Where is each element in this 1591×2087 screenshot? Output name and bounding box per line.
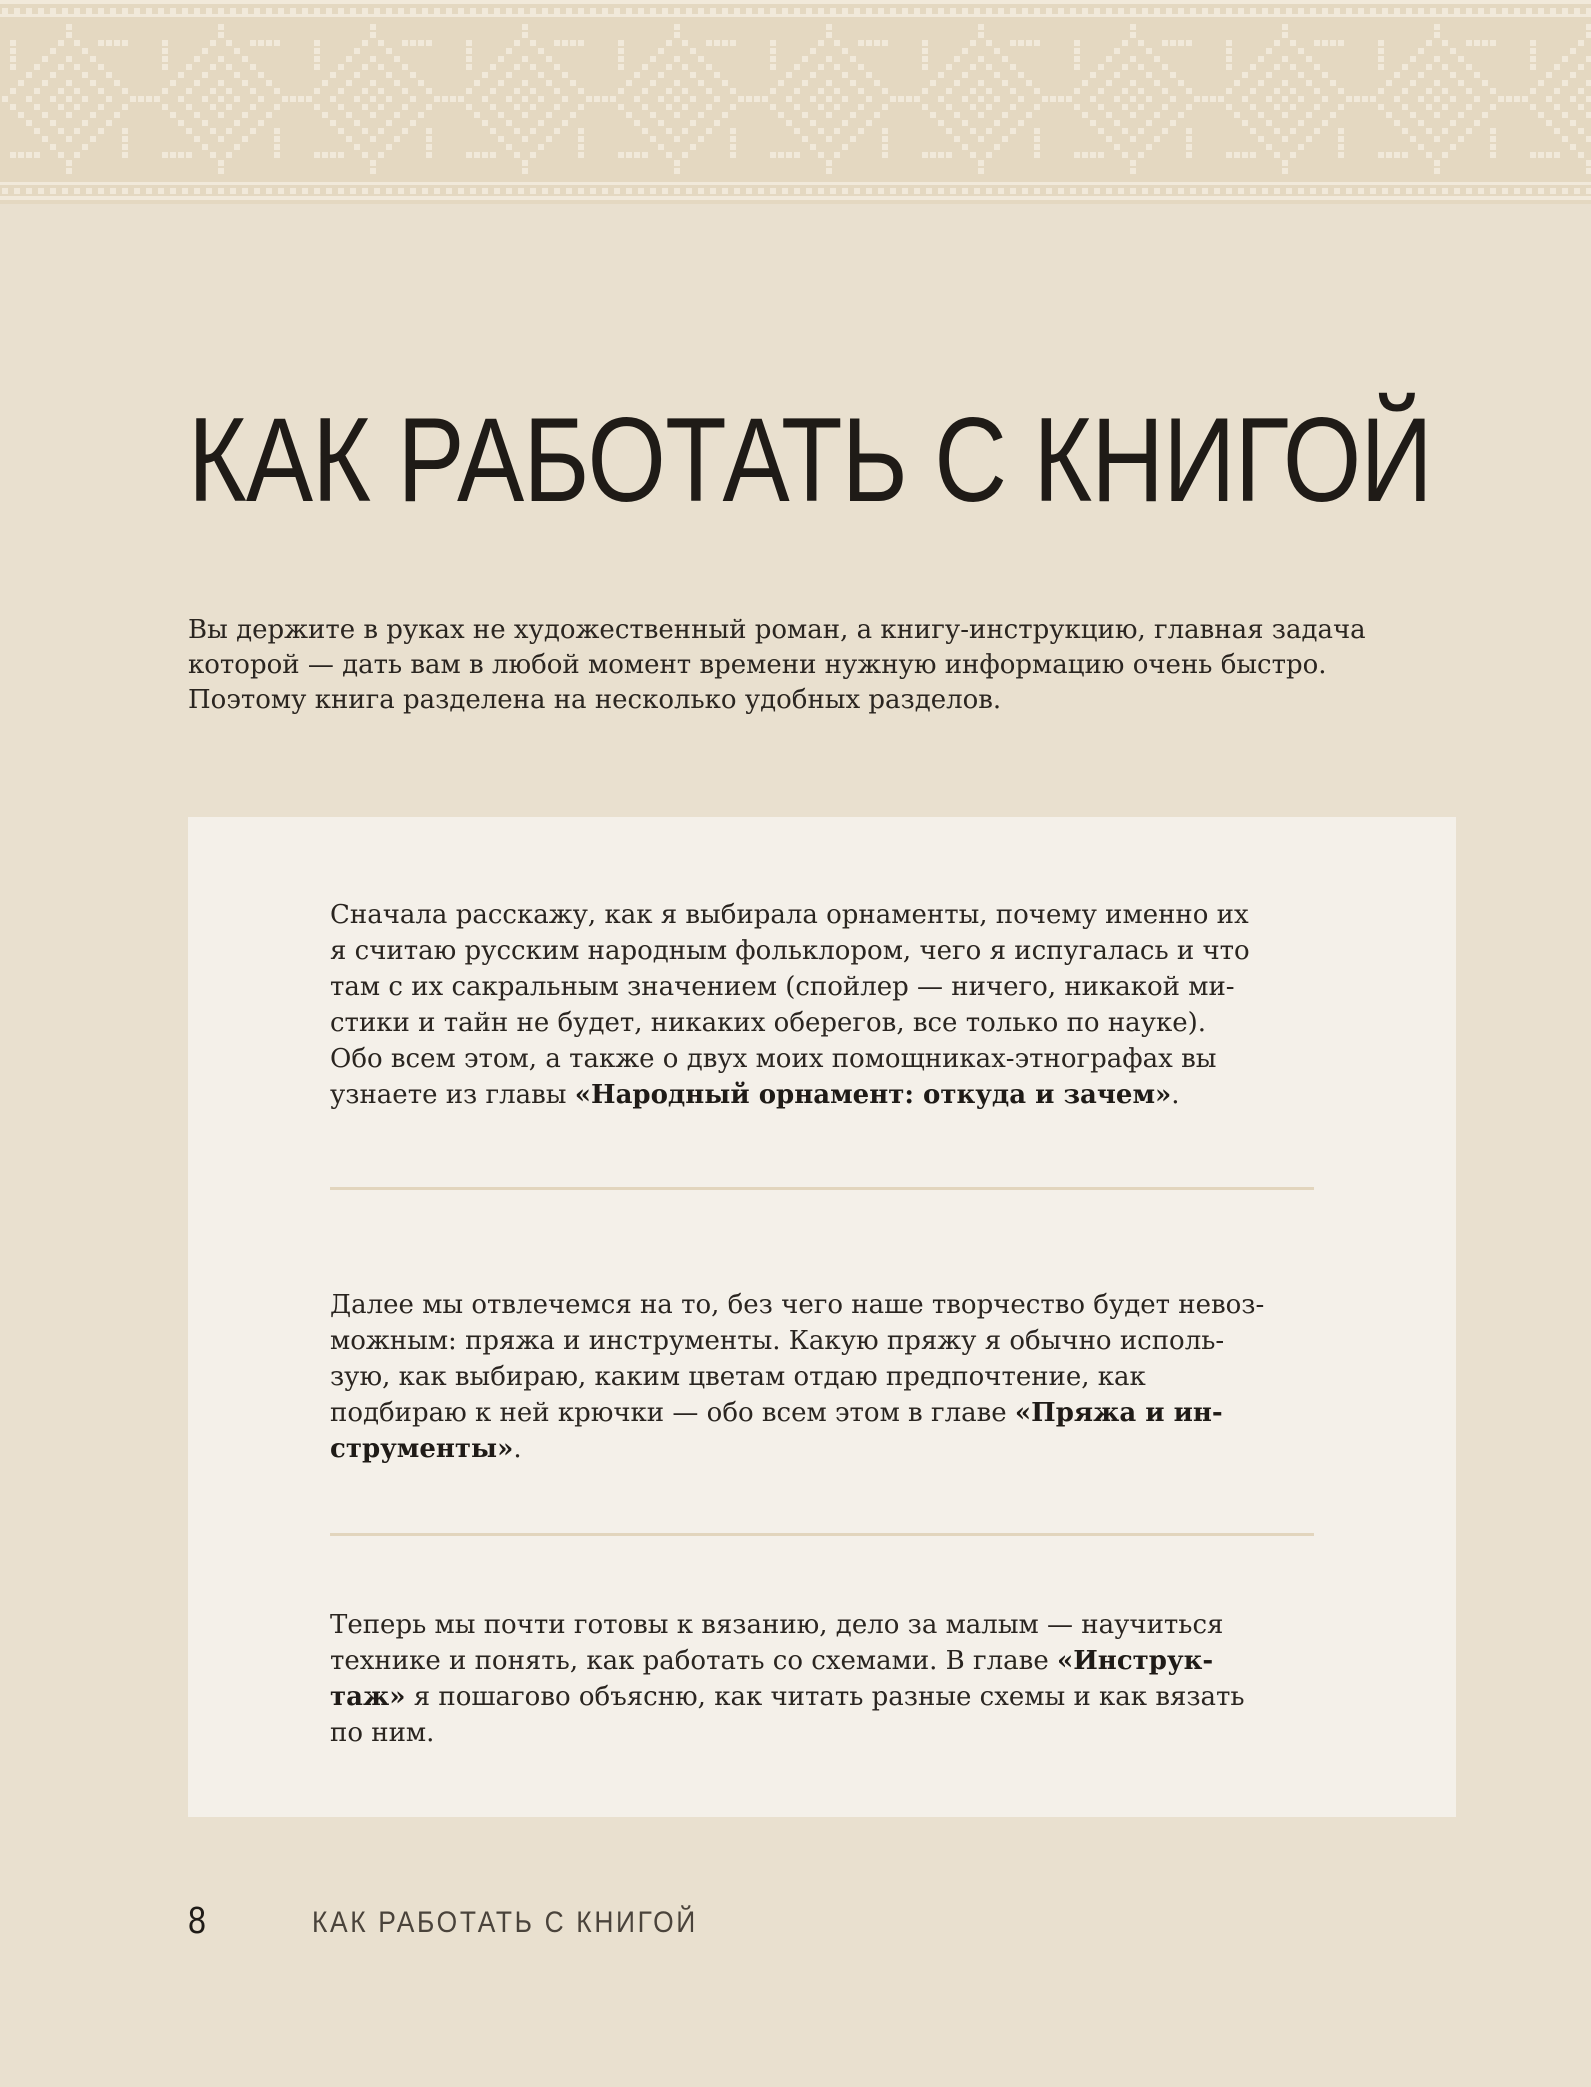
intro-paragraph bbox=[188, 613, 1448, 718]
chapter-reference: «Народный орнамент: откуда и зачем» bbox=[574, 1080, 1172, 1110]
intro-line: которой — дать вам в любой момент времени нужную информацию очень быстро. bbox=[188, 650, 1327, 680]
section-line: я считаю русским народным фольклором, чего я испугалась и что bbox=[330, 936, 1250, 966]
section-text: узнаете из главы bbox=[330, 1080, 575, 1110]
section-text: . bbox=[1171, 1080, 1180, 1110]
folk-ornament-icon bbox=[0, 0, 1591, 204]
section-line: Сначала расскажу, как я выбирала орнаменты, почему именно их bbox=[330, 900, 1249, 930]
section-line bbox=[330, 1679, 1330, 1715]
chapter-reference: струменты» bbox=[330, 1434, 514, 1464]
sections-panel bbox=[188, 817, 1456, 1817]
section-line bbox=[330, 1643, 1330, 1679]
section-line bbox=[330, 1077, 1330, 1113]
section-line: по ним. bbox=[330, 1718, 435, 1748]
section-yarn-tools bbox=[330, 1287, 1330, 1467]
chapter-reference: «Инструк- bbox=[1056, 1646, 1214, 1676]
section-text: технике и понять, как работать со схемами. В главе bbox=[330, 1646, 1057, 1676]
section-text: подбираю к ней крючки — обо всем этом в главе bbox=[330, 1398, 1015, 1428]
section-text: я пошагово объясню, как читать разные схемы и как вязать bbox=[405, 1682, 1245, 1712]
section-line: там с их сакральным значением (спойлер — ничего, никакой ми- bbox=[330, 972, 1235, 1002]
section-line: стики и тайн не будет, никаких оберегов, все только по науке). bbox=[330, 1008, 1206, 1038]
section-line: зую, как выбираю, каким цветам отдаю предпочтение, как bbox=[330, 1362, 1146, 1392]
chapter-reference: «Пряжа и ин- bbox=[1014, 1398, 1223, 1428]
section-divider bbox=[330, 1533, 1314, 1536]
ornament-band bbox=[0, 0, 1591, 204]
intro-line: Поэтому книга разделена на несколько удобных разделов. bbox=[188, 685, 1002, 715]
chapter-reference: таж» bbox=[330, 1682, 406, 1712]
running-title: КАК РАБОТАТЬ С КНИГОЙ bbox=[312, 1906, 698, 1939]
section-ornament bbox=[330, 897, 1330, 1113]
section-divider bbox=[330, 1187, 1314, 1190]
section-text: . bbox=[513, 1434, 522, 1464]
section-instructions bbox=[330, 1607, 1330, 1751]
section-line: можным: пряжа и инструменты. Какую пряжу я обычно исполь- bbox=[330, 1326, 1225, 1356]
page-number: 8 bbox=[188, 1900, 206, 1942]
intro-line: Вы держите в руках не художественный роман, а книгу-инструкцию, главная задача bbox=[188, 615, 1366, 645]
section-line: Обо всем этом, а также о двух моих помощниках-этнографах вы bbox=[330, 1044, 1217, 1074]
section-line: Далее мы отвлечемся на то, без чего наше творчество будет невоз- bbox=[330, 1290, 1265, 1320]
page-footer bbox=[188, 1898, 1088, 1948]
page-title: КАК РАБОТАТЬ С КНИГОЙ bbox=[188, 393, 1433, 527]
section-line bbox=[330, 1395, 1330, 1431]
section-line: Теперь мы почти готовы к вязанию, дело за малым — научиться bbox=[330, 1610, 1224, 1640]
section-line bbox=[330, 1431, 1330, 1467]
